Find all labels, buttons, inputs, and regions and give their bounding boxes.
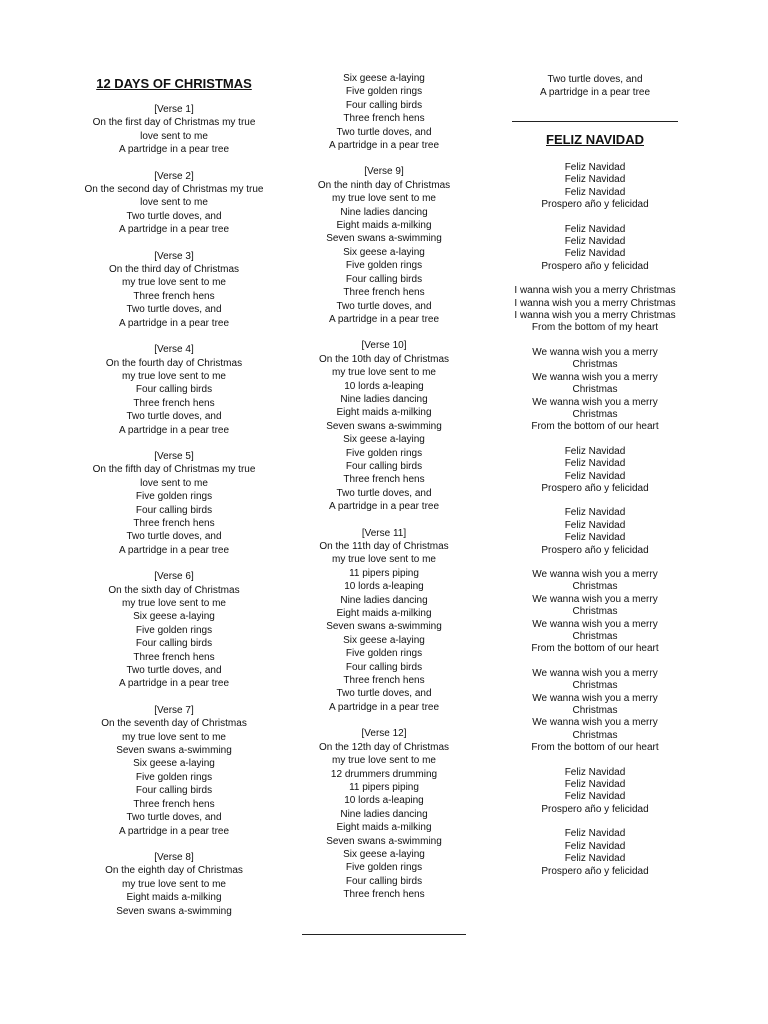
lyric-line: Feliz Navidad: [564, 791, 626, 803]
lyric-line: Four calling birds: [135, 785, 213, 797]
lyric-line: Three french hens: [133, 798, 215, 810]
lyric-line: A partridge in a pear tree: [118, 224, 230, 236]
lyric-stanza: [510, 446, 680, 496]
lyric-line: Three french hens: [133, 290, 215, 302]
lyric-line: Four calling birds: [345, 661, 423, 673]
lyric-line: Feliz Navidad: [564, 445, 626, 457]
lyric-stanza: [510, 828, 680, 878]
lyric-stanza: [510, 162, 680, 212]
lyric-line: Two turtle doves, and: [336, 126, 432, 138]
lyric-line: A partridge in a pear tree: [118, 544, 230, 556]
lyric-line: I wanna wish you a merry Christmas: [514, 297, 676, 309]
lyric-line: my true love sent to me: [122, 277, 226, 289]
lyric-line: On the third day of Christmas: [108, 264, 240, 276]
verse-block: [84, 343, 264, 437]
lyric-line: Feliz Navidad: [564, 519, 626, 531]
lyric-line: Feliz Navidad: [564, 828, 626, 840]
lyric-line: From the bottom of our heart: [531, 742, 659, 754]
lyric-line: Seven swans a-swimming: [116, 905, 232, 917]
verse-label: [Verse 7]: [154, 704, 194, 716]
verse-block: [84, 103, 264, 157]
lyric-line: 11 pipers piping: [349, 781, 419, 793]
lyric-line: Five golden rings: [135, 491, 213, 503]
verse-label: [Verse 2]: [154, 170, 194, 182]
verse-label: [Verse 1]: [154, 104, 194, 115]
lyric-line: Feliz Navidad: [564, 248, 626, 260]
lyric-line: Four calling birds: [345, 273, 423, 285]
lyric-line: On the ninth day of Christmas: [317, 179, 451, 191]
lyric-line: Two turtle doves, and: [336, 300, 432, 312]
lyric-line: Three french hens: [343, 474, 425, 486]
lyric-line: Two turtle doves, and: [126, 411, 222, 423]
lyric-line: Nine ladies dancing: [340, 393, 428, 405]
lyric-line: Feliz Navidad: [564, 223, 626, 235]
lyric-line: Nine ladies dancing: [340, 206, 428, 218]
lyric-line: Feliz Navidad: [564, 174, 626, 186]
lyric-stanza: [510, 569, 680, 656]
lyric-line: A partridge in a pear tree: [539, 87, 651, 99]
lyric-line: On the fifth day of Christmas my true love sent to me: [92, 464, 256, 489]
lyric-line: On the seventh day of Christmas: [101, 718, 247, 730]
lyric-line: Feliz Navidad: [564, 162, 626, 173]
lyric-line: Five golden rings: [345, 862, 423, 874]
lyric-line: 10 lords a-leaping: [344, 581, 424, 593]
lyric-line: Four calling birds: [135, 504, 213, 516]
lyric-line: Six geese a-laying: [343, 434, 425, 446]
column-3-divider: [512, 121, 678, 122]
verse-label: [Verse 5]: [154, 450, 194, 462]
verse-block: [84, 250, 264, 330]
lyric-line: my true love sent to me: [122, 598, 226, 609]
lyric-line: Seven swans a-swimming: [326, 233, 442, 245]
verse-label: [Verse 12]: [361, 728, 407, 740]
lyric-line: Prospero año y felicidad: [541, 865, 649, 877]
lyric-line: Three french hens: [133, 517, 215, 529]
lyric-line: Nine ladies dancing: [340, 594, 428, 606]
verse-label: [Verse 4]: [154, 344, 194, 356]
lyric-line: A partridge in a pear tree: [328, 140, 440, 152]
lyric-line: On the 11th day of Christmas: [319, 541, 449, 552]
lyric-line: Eight maids a-milking: [336, 822, 432, 834]
lyric-line: A partridge in a pear tree: [118, 825, 230, 837]
lyric-line: We wanna wish you a merry Christmas: [532, 371, 658, 396]
lyric-line: Five golden rings: [345, 260, 423, 272]
lyric-line: Four calling birds: [345, 460, 423, 472]
song-title-feliz-navidad: FELIZ NAVIDAD: [546, 132, 644, 147]
lyric-line: Prospero año y felicidad: [541, 260, 649, 272]
lyric-line: From the bottom of our heart: [531, 643, 659, 655]
lyric-line: On the first day of Christmas my true love sent to me: [92, 117, 256, 142]
lyric-line: Seven swans a-swimming: [326, 420, 442, 432]
lyric-line: Six geese a-laying: [133, 758, 215, 770]
verse-block: [84, 170, 264, 237]
lyric-line: We wanna wish you a merry Christmas: [532, 692, 658, 717]
lyric-line: We wanna wish you a merry Christmas: [532, 667, 658, 692]
lyric-line: A partridge in a pear tree: [328, 501, 440, 513]
lyric-line: Four calling birds: [345, 99, 423, 111]
lyric-line: On the fourth day of Christmas: [105, 357, 243, 369]
lyric-line: Three french hens: [343, 113, 425, 125]
lyric-line: Three french hens: [133, 397, 215, 409]
lyric-line: We wanna wish you a merry Christmas: [532, 396, 658, 420]
lyric-line: Seven swans a-swimming: [326, 835, 442, 847]
lyric-line: Five golden rings: [135, 771, 213, 783]
lyric-line: Two turtle doves, and: [126, 531, 222, 543]
lyric-stanza: [510, 507, 680, 557]
lyric-line: From the bottom of my heart: [531, 322, 659, 334]
lyric-line: 10 lords a-leaping: [344, 380, 424, 392]
lyric-line: A partridge in a pear tree: [328, 313, 440, 325]
lyric-line: Three french hens: [343, 675, 425, 687]
lyric-line: Feliz Navidad: [564, 507, 626, 519]
lyric-line: Nine ladies dancing: [340, 808, 428, 820]
lyric-line: Two turtle doves, and: [547, 74, 643, 85]
verse-block: [300, 527, 468, 715]
lyric-line: Seven swans a-swimming: [116, 745, 232, 757]
song-title-12-days: 12 DAYS OF CHRISTMAS: [96, 76, 252, 91]
lyric-line: Eight maids a-milking: [336, 407, 432, 419]
lyric-line: Feliz Navidad: [564, 766, 626, 778]
lyric-line: Eight maids a-milking: [336, 220, 432, 232]
lyric-line: Prospero año y felicidad: [541, 199, 649, 211]
lyric-line: A partridge in a pear tree: [328, 701, 440, 713]
lyric-line: A partridge in a pear tree: [118, 144, 230, 156]
lyric-line: my true love sent to me: [122, 878, 226, 890]
lyric-line: Five golden rings: [345, 86, 423, 98]
lyric-line: Prospero año y felicidad: [541, 544, 649, 556]
lyric-line: Four calling birds: [345, 875, 423, 887]
lyric-line: 11 pipers piping: [349, 567, 419, 579]
lyric-line: Feliz Navidad: [564, 853, 626, 865]
lyric-line: Eight maids a-milking: [336, 608, 432, 620]
lyric-line: Six geese a-laying: [343, 73, 425, 84]
lyric-line: Three french hens: [343, 287, 425, 299]
verse-list-col2: [300, 165, 468, 901]
lyric-line: Feliz Navidad: [564, 840, 626, 852]
feliz-navidad-lyrics: [510, 162, 680, 890]
lyric-line: 12 drummers drumming: [330, 768, 438, 780]
lyric-line: my true love sent to me: [332, 367, 436, 379]
lyric-line: We wanna wish you a merry Christmas: [532, 593, 658, 618]
lyric-line: On the 10th day of Christmas: [318, 353, 450, 365]
lyric-line: Feliz Navidad: [564, 236, 626, 248]
verse-8-continuation: [300, 72, 468, 152]
lyric-line: Two turtle doves, and: [126, 210, 222, 222]
lyric-line: Feliz Navidad: [564, 186, 626, 198]
lyric-line: From the bottom of our heart: [531, 421, 659, 433]
lyric-line: Four calling birds: [135, 638, 213, 650]
lyric-stanza: [510, 767, 680, 817]
verse-block: [300, 165, 468, 326]
verse-label: [Verse 3]: [154, 250, 194, 262]
verse-block: [84, 450, 264, 557]
lyric-line: Two turtle doves, and: [126, 304, 222, 316]
lyric-line: A partridge in a pear tree: [118, 678, 230, 690]
column-1: [84, 75, 264, 931]
verse-label: [Verse 9]: [364, 166, 404, 178]
lyric-line: Three french hens: [343, 889, 425, 901]
lyric-line: Prospero año y felicidad: [541, 482, 649, 494]
lyric-line: Three french hens: [133, 651, 215, 663]
lyric-line: my true love sent to me: [122, 731, 226, 743]
lyric-line: I wanna wish you a merry Christmas: [514, 285, 676, 297]
verse-block: [300, 727, 468, 901]
lyric-line: Feliz Navidad: [564, 458, 626, 470]
lyric-line: Seven swans a-swimming: [326, 621, 442, 633]
lyric-line: Six geese a-laying: [343, 246, 425, 258]
lyric-line: We wanna wish you a merry Christmas: [532, 568, 658, 593]
verse-block: [84, 570, 264, 691]
lyric-line: Feliz Navidad: [564, 470, 626, 482]
lyric-line: Feliz Navidad: [564, 532, 626, 544]
lyric-line: my true love sent to me: [332, 193, 436, 205]
lyric-line: Five golden rings: [345, 648, 423, 660]
verse-block: [84, 704, 264, 838]
lyric-line: Two turtle doves, and: [126, 812, 222, 824]
lyric-line: Five golden rings: [135, 624, 213, 636]
lyric-stanza: [510, 668, 680, 755]
lyric-line: On the second day of Christmas my true love sent to me: [84, 184, 264, 209]
verse-label: [Verse 8]: [154, 851, 194, 863]
lyric-stanza: [510, 224, 680, 274]
lyric-line: my true love sent to me: [332, 755, 436, 767]
verse-list-col1: [84, 103, 264, 918]
lyric-line: On the eighth day of Christmas: [105, 865, 243, 877]
lyric-line: Two turtle doves, and: [126, 665, 222, 677]
lyric-line: We wanna wish you a merry Christmas: [532, 717, 658, 741]
verse-block: [84, 851, 264, 918]
lyric-line: Four calling birds: [135, 384, 213, 396]
lyric-line: Six geese a-laying: [343, 634, 425, 646]
lyric-line: Five golden rings: [345, 447, 423, 459]
lyric-line: A partridge in a pear tree: [118, 317, 230, 329]
verse-label: [Verse 10]: [361, 340, 407, 352]
lyric-line: On the 12th day of Christmas: [318, 741, 450, 753]
verse-label: [Verse 6]: [154, 571, 194, 583]
lyric-line: We wanna wish you a merry Christmas: [532, 346, 658, 371]
column-2: [300, 72, 468, 915]
column-2-divider: [302, 934, 466, 935]
lyric-line: Prospero año y felicidad: [541, 803, 649, 815]
verse-block: [300, 339, 468, 513]
verse-label: [Verse 11]: [361, 527, 407, 539]
lyric-line: my true love sent to me: [122, 370, 226, 382]
lyric-line: A partridge in a pear tree: [118, 424, 230, 436]
lyric-line: We wanna wish you a merry Christmas: [532, 618, 658, 642]
lyric-stanza: [510, 347, 680, 434]
lyric-stanza: [510, 285, 680, 335]
lyric-line: On the sixth day of Christmas: [108, 584, 240, 596]
lyric-line: 10 lords a-leaping: [344, 795, 424, 807]
lyric-line: Feliz Navidad: [564, 779, 626, 791]
lyric-line: I wanna wish you a merry Christmas: [514, 310, 676, 322]
verse-12-continuation: [510, 73, 680, 100]
lyric-line: my true love sent to me: [332, 554, 436, 566]
lyric-line: Six geese a-laying: [133, 611, 215, 623]
lyric-line: Eight maids a-milking: [126, 892, 222, 904]
lyric-line: Two turtle doves, and: [336, 487, 432, 499]
lyric-line: Two turtle doves, and: [336, 688, 432, 700]
lyric-line: Six geese a-laying: [343, 848, 425, 860]
